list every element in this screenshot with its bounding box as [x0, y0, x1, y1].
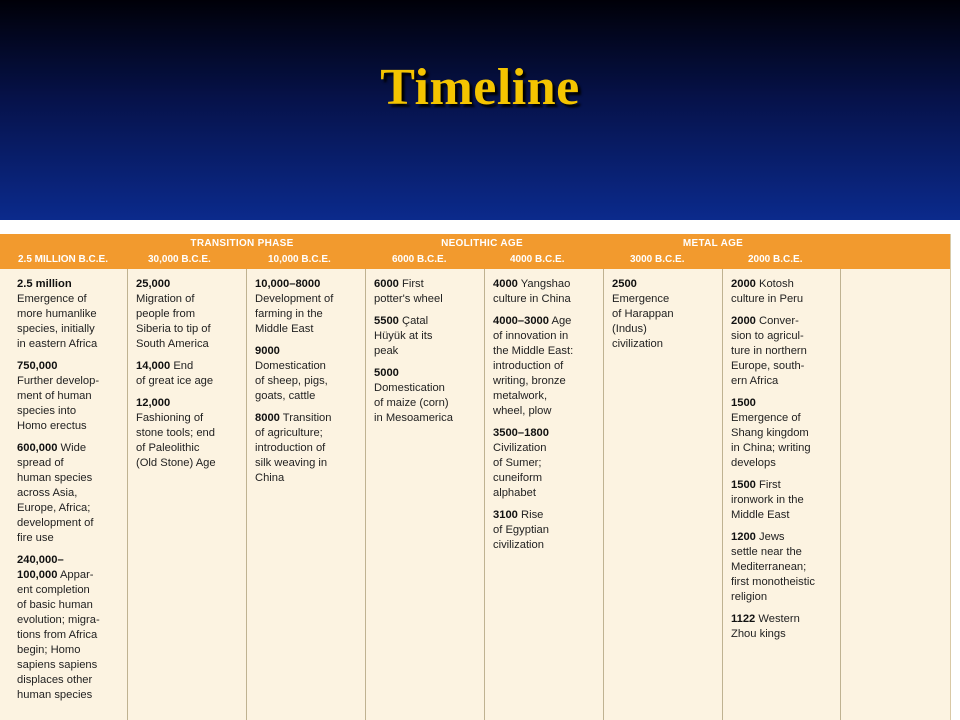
timeline-entry: [255, 344, 365, 404]
timeline-entry: [493, 508, 603, 553]
entry-date: 25,000: [136, 278, 171, 290]
entry-text: Kotosh culture in Peru: [731, 278, 804, 305]
timeline-entry: [731, 396, 840, 471]
entry-text: Çatal Hüyük at its peak: [374, 315, 433, 357]
entry-text: Emergence of more humanlike species, initially in eastern Africa: [17, 293, 98, 350]
entry-text: Jews settle near the Mediterranean; first monotheistic religion: [731, 531, 815, 603]
entry-date: 10,000–8000: [255, 278, 321, 290]
date-header: 30,000 B.C.E.: [148, 254, 211, 265]
entry-text: First potter's wheel: [374, 278, 443, 305]
timeline-column: [841, 269, 950, 720]
timeline-table: [0, 234, 951, 720]
timeline-entry: [17, 441, 127, 546]
entry-date: 1122: [731, 613, 756, 625]
entry-date: 1200: [731, 531, 756, 543]
timeline-header: [0, 234, 950, 269]
entry-text: First ironwork in the Middle East: [731, 479, 804, 521]
timeline-column: [723, 269, 841, 720]
entry-date: 750,000: [17, 360, 58, 372]
entry-date: 3100: [493, 509, 518, 521]
timeline-entry: [374, 366, 484, 426]
entry-date: 12,000: [136, 397, 171, 409]
entry-date: 6000: [374, 278, 399, 290]
slide-title: Timeline: [380, 59, 580, 116]
timeline-entry: [136, 277, 246, 352]
timeline-column: [366, 269, 485, 720]
entry-text: Domestication of maize (corn) in Mesoamerica: [374, 382, 453, 424]
date-header: 2000 B.C.E.: [748, 254, 803, 265]
entry-text: Conver- sion to agricul- ture in northern Europe, south- ern Africa: [731, 315, 807, 387]
timeline-entry: [17, 359, 127, 434]
timeline-column: [247, 269, 366, 720]
timeline-entry: [17, 277, 127, 352]
date-header: 3000 B.C.E.: [630, 254, 685, 265]
timeline-entry: [136, 396, 246, 471]
entry-date: 2000: [731, 278, 756, 290]
entry-date: 2.5 million: [17, 278, 72, 290]
timeline-entry: [493, 277, 603, 307]
entry-text: Rise of Egyptian civilization: [493, 509, 549, 551]
timeline-entry: [612, 277, 722, 352]
entry-text: Wide spread of human species across Asia, Europe, Africa; development of fire use: [17, 442, 94, 544]
entry-date: 9000: [255, 345, 280, 357]
entry-text: End of great ice age: [136, 360, 214, 387]
entry-date: 4000: [493, 278, 518, 290]
entry-text: Emergence of Shang kingdom in China; writing develops: [731, 412, 811, 469]
phase-label: NEOLITHIC AGE: [441, 238, 523, 249]
entry-text: Domestication of sheep, pigs, goats, cattle: [255, 360, 328, 402]
entry-date: 600,000: [17, 442, 58, 454]
timeline-column: [9, 269, 128, 720]
entry-date: 14,000: [136, 360, 171, 372]
entry-text: Further develop- ment of human species into Homo erectus: [17, 375, 100, 432]
entry-date: 5000: [374, 367, 399, 379]
entry-text: Emergence of Harappan (Indus) civilization: [612, 293, 674, 350]
timeline-entry: [136, 359, 246, 389]
date-header: 4000 B.C.E.: [510, 254, 565, 265]
entry-text: Appar- ent completion of basic human evolution; migra- tions from Africa begin; Homo sapiens sapiens displaces other human species: [17, 569, 100, 701]
entry-date: 1500: [731, 397, 756, 409]
phase-label: METAL AGE: [682, 238, 744, 249]
entry-text: Yangshao culture in China: [493, 278, 571, 305]
entry-text: Western Zhou kings: [731, 613, 800, 640]
entry-date: 5500: [374, 315, 399, 327]
timeline-entry: [731, 530, 840, 605]
timeline-entry: [374, 314, 484, 359]
entry-date: 2000: [731, 315, 756, 327]
entry-date: 8000: [255, 412, 280, 424]
timeline-entry: [731, 612, 840, 642]
entry-date: 2500: [612, 278, 637, 290]
entry-text: Migration of people from Siberia to tip of South America: [136, 293, 211, 350]
timeline-column: [485, 269, 604, 720]
entry-text: Age of innovation in the Middle East: introduction of writing, bronze metalwork, wheel, plow: [493, 315, 574, 417]
timeline-entry: [493, 314, 603, 419]
date-header: 10,000 B.C.E.: [268, 254, 331, 265]
entry-date: 240,000– 100,000: [17, 554, 64, 581]
date-header: 6000 B.C.E.: [392, 254, 447, 265]
entry-text: Transition of agriculture; introduction of silk weaving in China: [255, 412, 332, 484]
entry-date: 4000–3000: [493, 315, 549, 327]
timeline-entry: [493, 426, 603, 501]
entry-text: Fashioning of stone tools; end of Paleolithic (Old Stone) Age: [136, 412, 216, 469]
timeline-figure: [0, 220, 960, 720]
timeline-entry: [255, 277, 365, 337]
timeline-column: [604, 269, 723, 720]
timeline-entry: [731, 478, 840, 523]
entry-date: 3500–1800: [493, 427, 549, 439]
timeline-entry: [374, 277, 484, 307]
entry-text: Civilization of Sumer; cuneiform alphabet: [493, 442, 547, 499]
timeline-entry: [17, 553, 127, 703]
timeline-entry: [255, 411, 365, 486]
timeline-entry: [731, 314, 840, 389]
timeline-column: [128, 269, 247, 720]
entry-text: Development of farming in the Middle East: [255, 293, 334, 335]
phase-label: TRANSITION PHASE: [190, 238, 294, 249]
date-header: 2.5 MILLION B.C.E.: [18, 254, 109, 265]
entry-date: 1500: [731, 479, 756, 491]
timeline-entry: [731, 277, 840, 307]
